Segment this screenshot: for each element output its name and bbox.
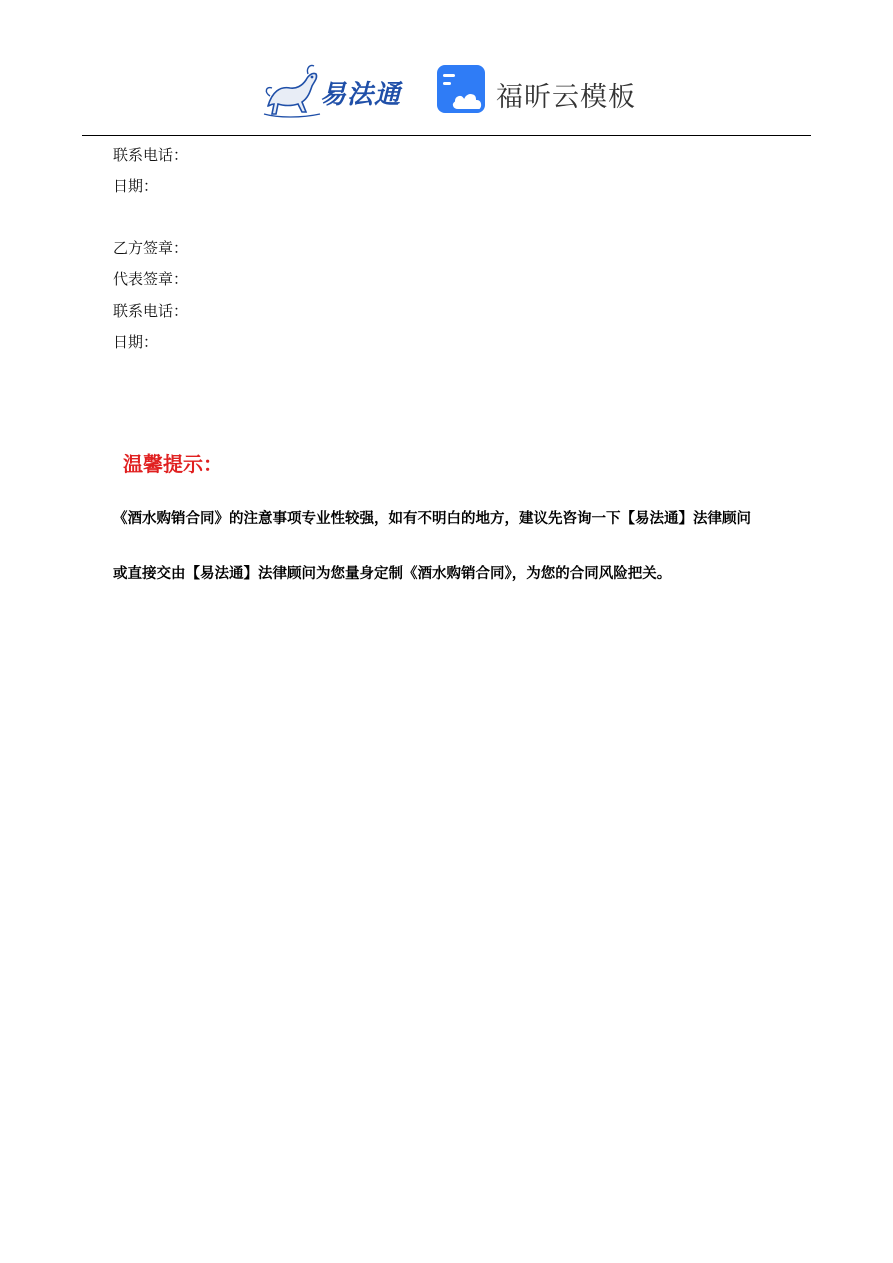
party-a-date-label: 日期： <box>113 177 159 195</box>
party-b-phone-label: 联系电话： <box>113 302 189 320</box>
fuxin-logo <box>436 64 636 118</box>
cloud-template-icon <box>436 64 488 116</box>
tip-line-2: 或直接交由【易法通】法律顾问为您量身定制《酒水购销合同》，为您的合同风险把关。 <box>113 565 672 582</box>
qilin-mascot-icon <box>262 62 322 118</box>
header-divider <box>82 135 811 136</box>
tip-line-1: 《酒水购销合同》的注意事项专业性较强，如有不明白的地方，建议先咨询一下【易法通】法律顾问 <box>113 510 751 527</box>
party-b-date-label: 日期： <box>113 333 159 351</box>
party-b-rep-label: 代表签章： <box>113 270 189 288</box>
page-header <box>0 60 893 122</box>
party-a-phone-label: 联系电话： <box>113 146 189 164</box>
tip-title: 温馨提示： <box>123 452 223 476</box>
yifatong-logo-text: 易法通 <box>320 80 402 110</box>
fuxin-logo-text: 福昕云模板 <box>496 82 636 113</box>
yifatong-logo <box>262 62 412 118</box>
party-b-seal-label: 乙方签章： <box>113 239 189 257</box>
